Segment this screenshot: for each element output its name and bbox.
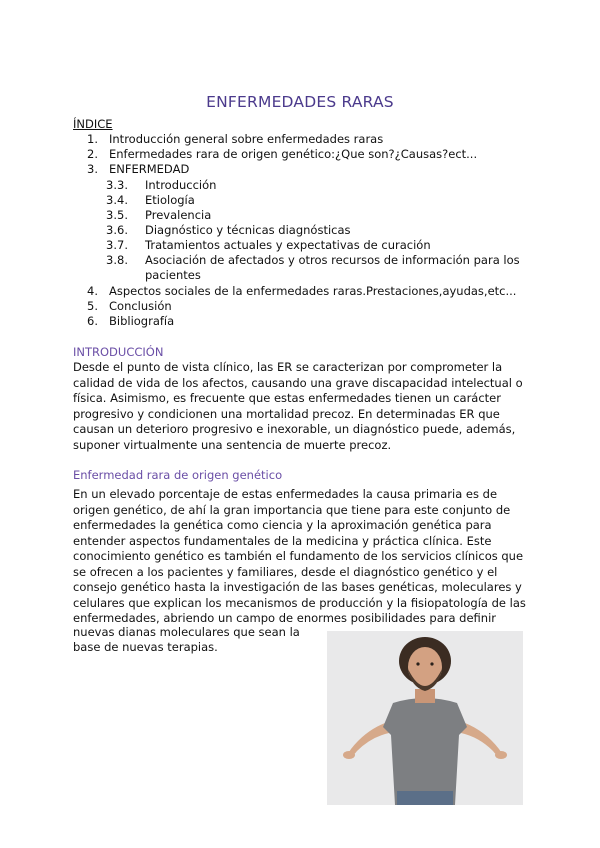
toc-text: Prevalencia <box>145 208 212 222</box>
person-photo <box>327 631 523 805</box>
toc-number: 3.4. <box>106 193 128 207</box>
toc-text: ENFERMEDAD <box>109 162 190 176</box>
page-title: ENFERMEDADES RARAS <box>206 93 394 111</box>
index-label: ÍNDICE <box>73 117 113 131</box>
toc-text: Introducción general sobre enfermedades raras <box>109 132 384 146</box>
genetic-paragraph-tail: base de nuevas terapias. <box>73 640 218 654</box>
toc-text: Bibliografía <box>109 314 175 328</box>
toc-text: Aspectos sociales de la enfermedades raras.Prestaciones,ayudas,etc... <box>109 284 517 298</box>
toc-text: Diagnóstico y técnicas diagnósticas <box>145 223 351 237</box>
toc-number: 2. <box>87 147 98 161</box>
toc-number: 3. <box>87 162 98 176</box>
toc-number: 1. <box>87 132 98 146</box>
toc-number: 6. <box>87 314 98 328</box>
toc-number: 3.8. <box>106 253 128 267</box>
toc-number: 3.5. <box>106 208 128 222</box>
toc-text: Etiología <box>145 193 195 207</box>
person-illustration <box>327 631 523 805</box>
toc-text: Asociación de afectados y otros recursos de información para los pacientes <box>145 253 520 282</box>
genetic-heading: Enfermedad rara de origen genético <box>73 468 283 482</box>
genetic-paragraph: En un elevado porcentaje de estas enfermedades la causa primaria es de origen genético, de ahí la gran importancia que tiene para este conjunto de enfermedades la genética como ciencia y la aproximación genética para entender aspectos fundamentales de la medicina y práctica clínica. Este conocimiento genético es también el fundamento de los servicios clínicos que se ofrecen a los pacientes y familiares, desde el diagnóstico genético y el consejo genético hasta la investigación de las bases genéticas, moleculares y celulares que explican los mecanismos de producción y la fisiopatología de las enfermedades, abriendo un campo de enormes posibilidades para definir <box>73 487 526 625</box>
toc-text: Tratamientos actuales y expectativas de curación <box>145 238 431 252</box>
toc-number: 3.7. <box>106 238 128 252</box>
toc-number: 5. <box>87 299 98 313</box>
toc-number: 3.6. <box>106 223 128 237</box>
toc-text: Introducción <box>145 178 217 192</box>
intro-heading: INTRODUCCIÓN <box>73 345 164 359</box>
intro-paragraph: Desde el punto de vista clínico, las ER se caracterizan por comprometer la calidad de vida de los afectos, causando una grave discapacidad intelectual o física. Asimismo, es frecuente que estas enfermedades tienen un carácter progresivo y condicionen una mortalidad precoz. En determinadas ER que causan un deterioro progresivo e inexorable, un diagnóstico puede, además, suponer virtualmente una sentencia de muerte precoz. <box>73 360 523 452</box>
toc-number: 4. <box>87 284 98 298</box>
genetic-paragraph-tail: nuevas dianas moleculares que sean la <box>73 625 300 639</box>
toc-text: Enfermedades rara de origen genético:¿Que son?¿Causas?ect... <box>109 147 478 161</box>
toc-text: Conclusión <box>109 299 172 313</box>
toc-number: 3.3. <box>106 178 128 192</box>
